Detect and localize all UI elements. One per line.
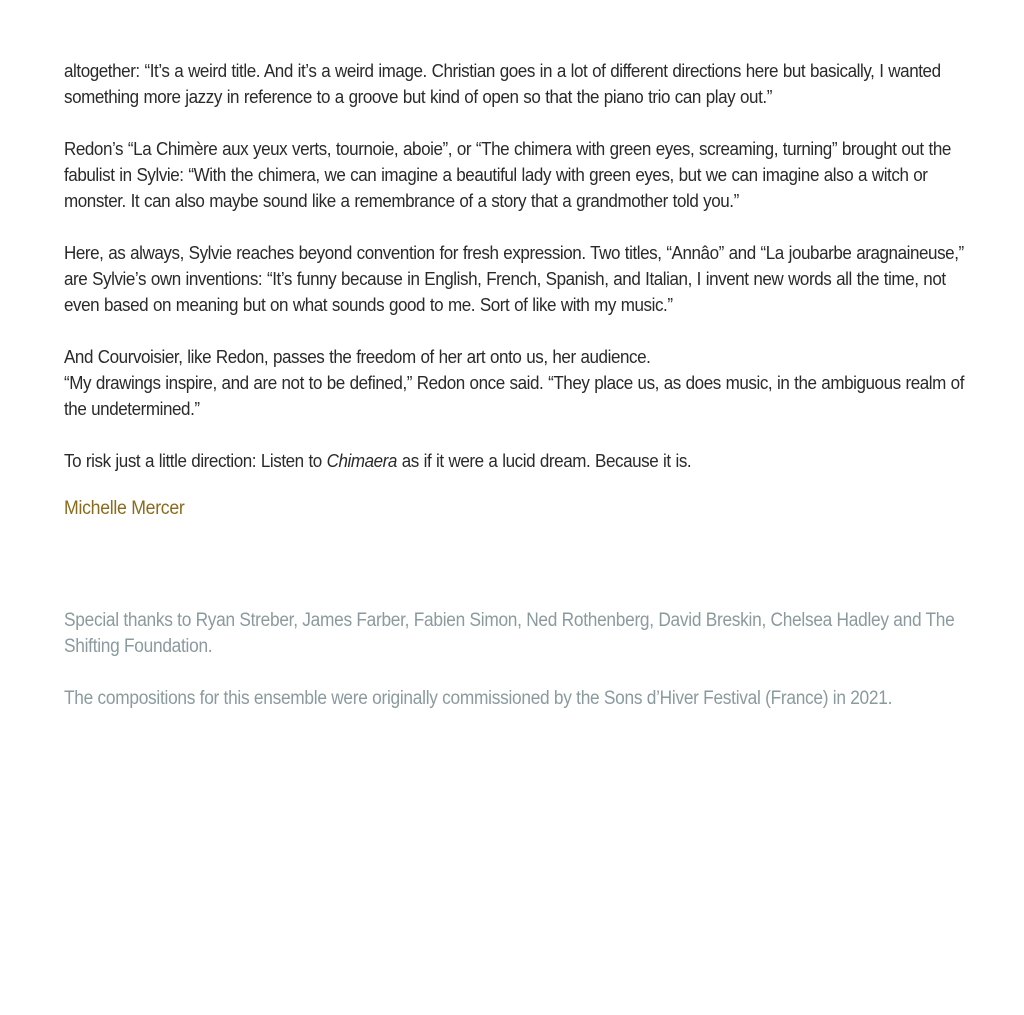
paragraph-freedom [64,344,975,422]
author-signature: Michelle Mercer [64,498,185,519]
commission-note: The compositions for this ensemble were originally commissioned by the Sons d’Hiver Festival (France) in 2021. [64,688,893,709]
paragraph-freedom-line1: And Courvoisier, like Redon, passes the freedom of her art onto us, her audience. [64,346,651,367]
lucid-dream-text-start: To risk just a little direction: Listen to [64,450,327,471]
paragraph-lucid-dream [64,448,975,474]
album-title-italic: Chimaera [326,450,397,471]
paragraph-chimera: Redon’s “La Chimère aux yeux verts, tournoie, aboie”, or “The chimera with green eyes, screaming, turning” brought out the fabulist in Sylvie: “With the chimera, we can imagine a beautiful lady with green eyes, but we can imagine also a witch or monster. It can also maybe sound like a remembrance of a story that a grandmother told you.” [64,138,951,211]
paragraph-redon-quote: “My drawings inspire, and are not to be defined,” Redon once said. “They place us, as does music, in the ambiguous realm of the undetermined.” [64,372,965,419]
paragraph-inventions: Here, as always, Sylvie reaches beyond convention for fresh expression. Two titles, “Annâo” and “La joubarbe aragnaineuse,” are Sylvie’s own inventions: “It’s funny because in English, French, Spanish, and Italian, I invent new words all the time, not even based on meaning but on what sounds good to me. Sort of like with my music.” [64,242,964,315]
paragraph-spacer [64,110,976,136]
lucid-dream-text-end: as if it were a lucid dream. Because it is. [396,450,692,471]
paragraph-spacer [64,660,976,686]
paragraph-spacer [64,214,976,240]
liner-notes-page [64,58,976,712]
paragraph-weird-title: altogether: “It’s a weird title. And it’s a weird image. Christian goes in a lot of different directions here but basically, I wanted something more jazzy in reference to a groove but kind of open so that the piano trio can play out.” [64,60,941,107]
section-spacer [64,522,976,608]
paragraph-spacer [64,422,976,448]
special-thanks: Special thanks to Ryan Streber, James Farber, Fabien Simon, Ned Rothenberg, David Breskin, Chelsea Hadley and The Shifting Foundation. [64,610,955,657]
paragraph-spacer [64,474,976,496]
paragraph-spacer [64,318,976,344]
